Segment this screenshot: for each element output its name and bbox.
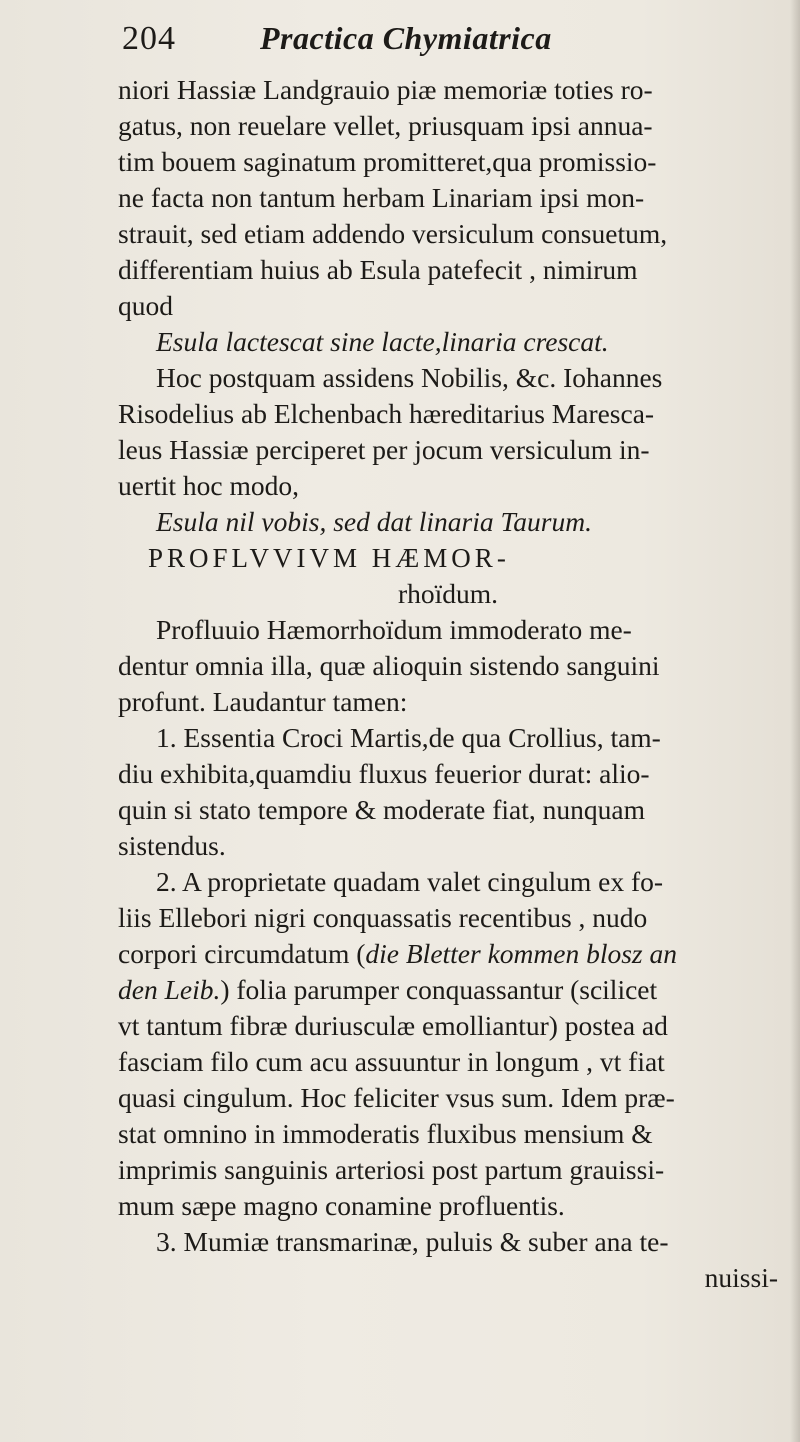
text-line: dentur omnia illa, quæ alioquin sistendo sanguini: [118, 650, 660, 681]
german-gloss: die Bletter kommen blosz an: [365, 938, 678, 969]
text-line: diu exhibita,quamdiu fluxus feuerior durat: alio-: [118, 758, 650, 789]
text-line: [118, 936, 677, 972]
text-line: Hoc postquam assidens Nobilis, &c. Iohannes: [156, 362, 663, 393]
text-line: niori Hassiæ Landgrauio piæ memoriæ toties ro-: [118, 74, 653, 105]
text-line: sistendus.: [118, 830, 226, 861]
catchword: nuissi-: [704, 1262, 778, 1293]
text-line: uertit hoc modo,: [118, 470, 300, 501]
text-line: profunt. Laudantur tamen:: [118, 686, 408, 717]
verse-line: Esula nil vobis, sed dat linaria Taurum.: [156, 506, 592, 537]
text-line: leus Hassiæ perciperet per jocum versiculum in-: [118, 434, 650, 465]
text-line: quasi cingulum. Hoc feliciter vsus sum. Idem præ-: [118, 1082, 675, 1113]
section-heading-continued: rhoïdum.: [397, 578, 499, 609]
text-line: Risodelius ab Elchenbach hæreditarius Marescа-: [118, 398, 655, 429]
text-line: mum sæpe magno conamine profluentis.: [118, 1190, 565, 1221]
text-roman: ) folia parumper conquassantur (scilicet: [220, 974, 658, 1005]
text-line: quin si stato tempore & moderate fiat, nunquam: [118, 794, 645, 825]
page-header: [0, 18, 800, 68]
text-line: imprimis sanguinis arteriosi post partum grauissi-: [118, 1154, 665, 1185]
text-line: ne facta non tantum herbam Linariam ipsi mon-: [118, 182, 645, 213]
section-heading: PROFLVVIVM HÆMOR-: [148, 543, 510, 573]
page-number: 204: [122, 20, 176, 57]
text-line: quod: [118, 290, 173, 321]
text-line: gatus, non reuelare vellet, priusquam ipsi annua-: [118, 110, 653, 141]
text-line: differentiam huius ab Esula patefecit , nimirum: [118, 254, 638, 285]
page-edge-shadow: [790, 0, 800, 1442]
text-line: tim bouem saginatum promitteret,qua promissio-: [118, 146, 657, 177]
running-title: Practica Chymiatrica: [260, 20, 552, 56]
text-line: [118, 972, 657, 1008]
text-line: vt tantum fibræ duriusculæ emolliantur) postea ad: [118, 1010, 668, 1041]
text-line: fasciam filo cum acu assuuntur in longum , vt fiat: [118, 1046, 665, 1077]
text-line: liis Ellebori nigri conquassatis recentibus , nudo: [118, 902, 648, 933]
text-line: 2. A proprietate quadam valet cingulum ex fo-: [156, 866, 664, 897]
text-line: Profluuio Hæmorrhoïdum immoderato me-: [156, 614, 632, 645]
text-line: 3. Mumiæ transmarinæ, puluis & suber ana te-: [156, 1226, 669, 1257]
text-roman: corpori circumdatum (: [118, 938, 366, 969]
verse-line: Esula lactescat sine lacte,linaria crescat.: [156, 326, 609, 357]
text-line: stat omnino in immoderatis fluxibus mensium &: [118, 1118, 653, 1149]
text-line: 1. Essentia Croci Martis,de qua Crollius, tam-: [156, 722, 661, 753]
german-gloss: den Leib.: [118, 974, 221, 1005]
text-line: strauit, sed etiam addendo versiculum consuetum,: [118, 218, 668, 249]
